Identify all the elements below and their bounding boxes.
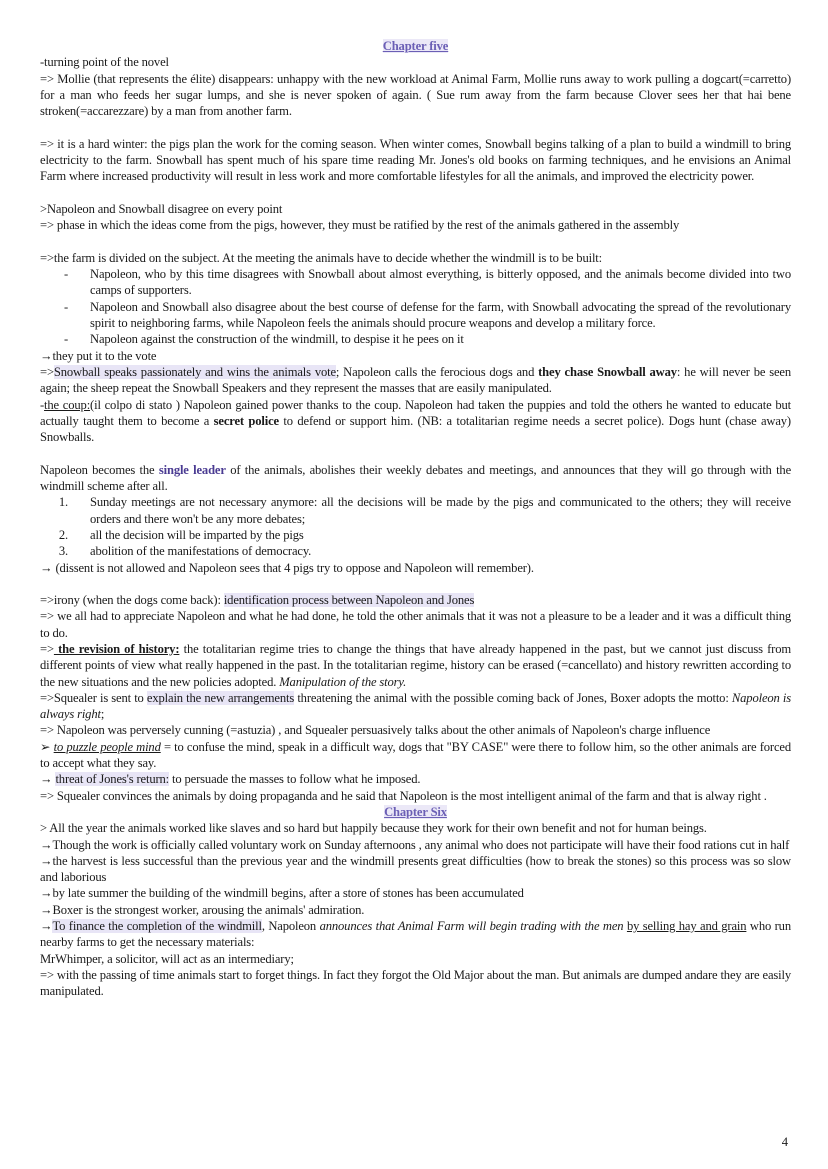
text-segment: →Though the work is officially called voluntary work on Sunday afternoons , any animal who does not participate will have their food rations cut in half [40,837,790,852]
text-segment: who run nearby farms to get the necessary materials: [40,919,791,950]
page-number: 4 [781,1135,788,1149]
text-segment: Chapter Six [384,804,447,819]
text-segment: >Napoleon and Snowball disagree on every point [40,201,283,216]
list-item-text [90,527,791,543]
text-segment: by selling hay and grain [626,919,747,934]
text-segment: →by late summer the building of the windmill begins, after a store of stones has been accumulated [40,886,524,901]
list-item [40,527,791,543]
list-item [40,494,791,527]
text-segment: Napoleon, who by this time disagrees with Snowball about almost everything, is bitterly opposed, and the animals become divided into two camps of supporters. [90,267,791,298]
paragraph [40,951,791,967]
list-marker: - [63,267,68,282]
list-marker: 1. [58,495,68,510]
bold-text: the revision of history: [53,641,180,656]
paragraph [40,722,791,738]
text-segment: the totalitarian regime tries to change the things that have already happened in the past, but we cannot just discuss from different points of view what really happened in the past. In the totalitarian regime, history can be erased (=cancellato) and history rewritten according to the new situations and the new policies adopted. [40,641,792,689]
text-segment: => [40,641,54,656]
text-segment: =>Squealer is sent to [40,690,147,705]
paragraph [40,885,791,901]
blank-line [40,234,791,250]
text-segment: = to confuse the mind, speak in a difficult way, dogs that "BY CASE" were there to follow him, so the other animals are forced to accept what they say. [40,739,791,771]
text-segment: to defend or support him. (NB: a totalitarian regime needs a secret police). Dogs hunt (chase away) Snowballs. [40,413,791,445]
paragraph [40,918,791,951]
text-segment: threatening the animal with the possible coming back of Jones, Boxer adopts the motto: [294,690,732,705]
text-segment: abolition of the manifestations of democracy. [90,544,312,559]
text-segment: Napoleon against the construction of the windmill, to despise it he pees on it [90,332,464,347]
text-segment: ➢ [40,739,54,754]
paragraph [40,201,791,217]
paragraph [40,771,791,787]
highlighted-text: threat of Jones's return: [55,772,170,787]
text-segment: announces that Animal Farm will begin trading with the men [319,919,624,934]
paragraph [40,592,791,608]
text-segment: => we all had to appreciate Napoleon and what he had done, he told the other animals that it was not a pleasure to be a leader and it was a difficult thing to do. [40,609,791,640]
text-segment: the coup: [44,397,91,412]
chapter-heading [40,804,791,820]
paragraph [40,739,791,772]
text-segment: : he will never be seen again; the sheep repeat the Snowball Speakers and they represent the masses that are easily manipulated. [40,364,792,396]
paragraph [40,364,791,397]
text-segment: →they put it to the vote [40,348,157,363]
document-body [40,38,791,1000]
paragraph [40,348,791,364]
list-marker: 3. [58,544,68,559]
bold-text: they chase Snowball away [538,364,677,379]
text-segment: , Napoleon [261,919,320,934]
list-item [40,543,791,559]
paragraph [40,788,791,804]
text-segment: → [40,772,56,787]
paragraph [40,560,791,576]
text-segment: - [40,397,45,412]
text-segment: (il colpo di stato ) Napoleon gained power thanks to the coup. Napoleon had taken the puppies and told the others he wanted to educate but actually taught them to become a [40,397,791,428]
paragraph [40,462,791,495]
text-segment: →the harvest is less successful than the previous year and the windmill presents great difficulties (how to break the stones) so this process was so slow and laborious [40,853,791,885]
text-segment: Sunday meetings are not necessary anymore: all the decisions will be made by the pigs and communicated to the others; they will receive orders and there won't be any more debates; [90,495,791,526]
highlighted-text: Snowball speaks passionately and wins the animals vote [53,364,336,379]
paragraph [40,690,791,723]
text-segment: Napoleon and Snowball also disagree about the best course of defense for the farm, with Snowball advocating the spread of the revolutionary spirit to neighboring farms, while Napoleon feels the animals should procure weapons and develop a military force. [90,299,791,331]
text-segment: →Boxer is the strongest worker, arousing the animals' admiration. [40,902,365,917]
paragraph [40,820,791,836]
list-item [40,266,791,299]
highlighted-text: identification process between Napoleon and Jones [223,593,475,608]
text-segment: Napoleon becomes the [40,462,159,477]
list-item-text [90,331,791,347]
paragraph [40,397,791,446]
blank-line [40,185,791,201]
text-segment: of the animals, abolishes their weekly debates and meetings, and announces that they will go through with the windmill scheme after all. [40,462,792,494]
paragraph [40,902,791,918]
text-segment: to puzzle people mind [53,739,161,754]
paragraph [40,837,791,853]
text-segment: => phase in which the ideas come from the pigs, however, they must be ratified by the rest of the animals gathered in the assembly [40,218,680,233]
bold-text: secret police [213,413,279,428]
highlighted-text: To finance the completion of the windmill [52,919,262,934]
text-segment: → (dissent is not allowed and Napoleon sees that 4 pigs try to oppose and Napoleon will remember). [40,560,534,575]
blank-line [40,445,791,461]
text-segment: =>the farm is divided on the subject. At the meeting the animals have to decide whether the windmill is to be built: [40,250,602,265]
bold-text: single leader [158,462,226,477]
paragraph [40,967,791,1000]
text-segment: => with the passing of time animals start to forget things. In fact they forgot the Old Major about the man. But animals are dumped andare they are easily manipulated. [40,967,791,999]
text-segment: Napoleon is always right [40,690,791,722]
text-segment: ; [100,707,105,722]
text-segment: Chapter five [382,39,449,53]
list-item-text [90,299,791,332]
text-segment: =>irony (when the dogs come back): [40,593,224,608]
paragraph [40,71,791,120]
list-item-text [90,543,791,559]
text-segment: Manipulation of the story. [279,674,407,689]
text-segment: => Mollie (that represents the élite) disappears: unhappy with the new workload at Animal Farm, Mollie runs away to work pulling a dogcart(=carretto) for a man who feeds her sugar lumps, and she is never spoken of again. ( Sue rum away from the farm because Clover sees her that hai bene stroken(=accarezzare) by a man from another farm. [40,71,791,119]
text-segment: => [40,364,54,379]
text-segment: => Napoleon was perversely cunning (=astuzia) , and Squealer persuasively talks about the other animals of Napoleon's charge influence [40,723,711,738]
paragraph [40,608,791,641]
text-segment: all the decision will be imparted by the pigs [90,527,304,542]
list-marker: - [63,332,68,347]
text-segment: ; Napoleon calls the ferocious dogs and [335,364,539,379]
paragraph [40,641,791,690]
list-item [40,299,791,332]
paragraph [40,853,791,886]
text-segment: to persuade the masses to follow what he imposed. [169,772,421,787]
text-segment: > All the year the animals worked like slaves and so hard but happily because they work for their own benefit and not for human beings. [40,821,707,836]
text-segment: MrWhimper, a solicitor, will act as an intermediary; [40,951,294,966]
blank-line [40,119,791,135]
text-segment: -turning point of the novel [40,55,169,70]
text-segment: => it is a hard winter: the pigs plan the work for the coming season. When winter comes, Snowball begins talking of a plan to build a windmill to bring electricity to the farm. Snowball has spent much of his spare time reading Mr. Jones's old books on farming techniques, and he envisions an Animal Farm where increased productivity will result in less work and more comfortable lifestyles for all the animals, and improved the electricity power. [40,136,791,184]
list-item-text [90,494,791,527]
list-item [40,331,791,347]
blank-line [40,576,791,592]
paragraph [40,136,791,185]
paragraph [40,250,791,266]
highlighted-text: explain the new arrangements [146,690,295,705]
list-marker: - [63,299,68,314]
paragraph [40,54,791,70]
chapter-heading [40,38,791,54]
paragraph [40,217,791,233]
text-segment: → [40,919,53,934]
list-item-text [90,266,791,299]
text-segment: => Squealer convinces the animals by doing propaganda and he said that Napoleon is the most intelligent animal of the farm and that is alway right . [40,788,767,803]
list-marker: 2. [58,527,68,542]
